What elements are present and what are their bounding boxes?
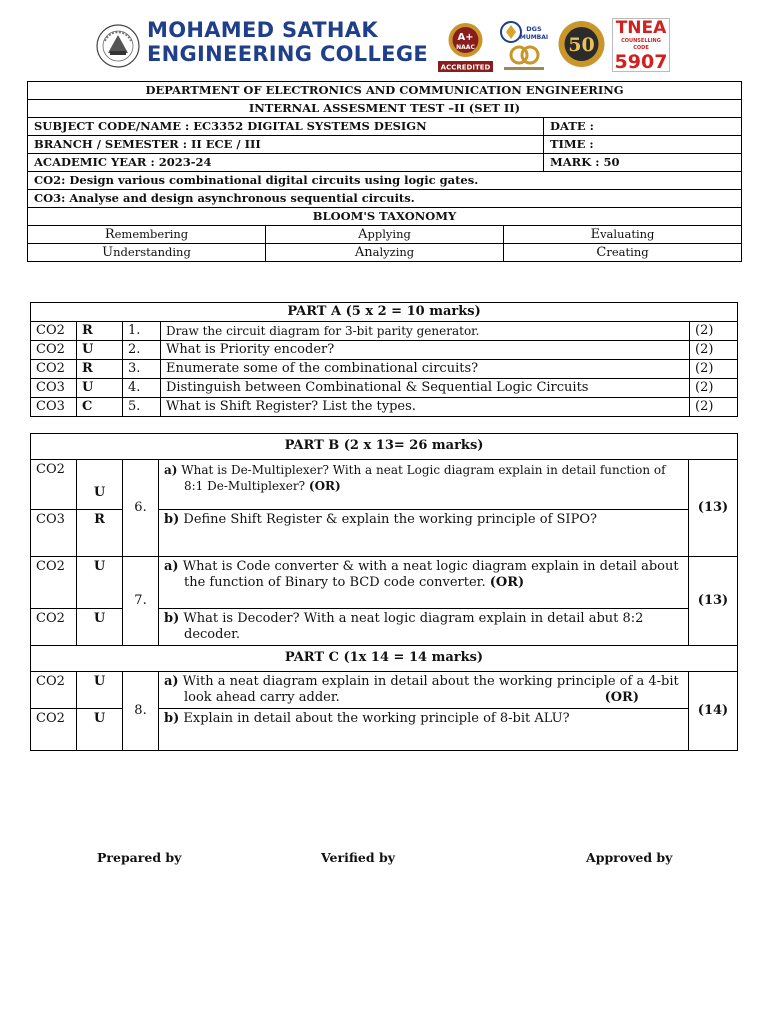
table-row: [31, 557, 738, 609]
taxonomy-understanding: Understanding: [28, 244, 266, 262]
course-outcome: CO3: [31, 510, 77, 557]
question-text: Draw the circuit diagram for 3-bit parity generator.: [161, 322, 690, 341]
course-outcome-co3: CO3: Analyse and design asynchronous sequential circuits.: [28, 190, 742, 208]
college-header: [95, 16, 670, 72]
course-outcome: CO2: [31, 460, 77, 510]
part-b-title: PART B (2 x 13= 26 marks): [31, 434, 738, 460]
blooms-level: R: [77, 510, 123, 557]
test-title: INTERNAL ASSESMENT TEST –II (SET II): [28, 100, 742, 118]
blooms-taxonomy-title: BLOOM'S TAXONOMY: [28, 208, 742, 226]
dgs-city: MUMBAI: [519, 34, 549, 41]
mark-field: MARK : 50: [544, 154, 742, 172]
tnea-code: 5907: [614, 51, 668, 73]
table-row: [31, 672, 738, 709]
course-outcome: CO2: [31, 341, 77, 360]
question-text: Distinguish between Combinational & Sequential Logic Circuits: [161, 379, 690, 398]
college-emblem-icon: [95, 23, 141, 69]
question-text: a) What is Code converter & with a neat logic diagram explain in detail about the function of Binary to BCD code converter. (OR): [159, 557, 689, 609]
verified-by-label: Verified by: [321, 850, 395, 865]
part-a-title: PART A (5 x 2 = 10 marks): [31, 303, 738, 322]
blooms-level: U: [77, 379, 123, 398]
question-marks: (14): [689, 672, 738, 751]
table-row: [31, 360, 738, 379]
question-text: a) With a neat diagram explain in detail about the working principle of a 4-bit look ahead carry adder. (OR): [159, 672, 689, 709]
subject-field: SUBJECT CODE/NAME : EC3352 DIGITAL SYSTEMS DESIGN: [28, 118, 544, 136]
naac-accredited-badge: [437, 18, 494, 72]
naac-accredited-text: ACCREDITED: [440, 63, 491, 72]
time-field: TIME :: [544, 136, 742, 154]
table-row: [31, 341, 738, 360]
date-field: DATE :: [544, 118, 742, 136]
dgs-label: DGS: [526, 25, 542, 33]
taxonomy-remembering: Remembering: [28, 226, 266, 244]
course-outcome: CO2: [31, 322, 77, 341]
blooms-level: U: [77, 609, 123, 646]
question-number: 8.: [123, 672, 159, 751]
naac-label: NAAC: [456, 44, 475, 51]
course-outcome-co2: CO2: Design various combinational digital circuits using logic gates.: [28, 172, 742, 190]
question-number: 4.: [123, 379, 161, 398]
part-b-c-table: [30, 433, 738, 751]
dgs-mumbai-badge: [498, 18, 550, 72]
course-outcome: CO2: [31, 609, 77, 646]
question-marks: (2): [690, 322, 738, 341]
course-outcome: CO2: [31, 360, 77, 379]
academic-year-field: ACADEMIC YEAR : 2023-24: [28, 154, 544, 172]
question-text: b) What is Decoder? With a neat logic diagram explain in detail abut 8:2 decoder.: [159, 609, 689, 646]
blooms-level: U: [77, 557, 123, 609]
question-marks: (2): [690, 379, 738, 398]
question-number: 7.: [123, 557, 159, 646]
question-number: 3.: [123, 360, 161, 379]
taxonomy-evaluating: Evaluating: [504, 226, 742, 244]
prepared-by-label: Prepared by: [97, 850, 182, 865]
question-text: Enumerate some of the combinational circuits?: [161, 360, 690, 379]
branch-field: BRANCH / SEMESTER : II ECE / III: [28, 136, 544, 154]
question-marks: (2): [690, 341, 738, 360]
part-c-title: PART C (1x 14 = 14 marks): [31, 646, 738, 672]
question-marks: (13): [689, 557, 738, 646]
part-a-table: [30, 302, 738, 417]
course-outcome: CO2: [31, 557, 77, 609]
question-marks: (2): [690, 398, 738, 417]
blooms-level: U: [77, 709, 123, 751]
blooms-level: C: [77, 398, 123, 417]
blooms-level: U: [77, 672, 123, 709]
tnea-counselling-badge: [612, 18, 670, 72]
question-text: b) Define Shift Register & explain the working principle of SIPO?: [159, 510, 689, 557]
college-name-line2: ENGINEERING COLLEGE: [147, 42, 428, 66]
blooms-level: U: [77, 341, 123, 360]
course-outcome: CO2: [31, 709, 77, 751]
golden-jubilee-badge: [555, 18, 608, 72]
tnea-subtitle: COUNSELLING CODE: [621, 38, 661, 51]
blooms-level: R: [77, 322, 123, 341]
taxonomy-applying: Applying: [266, 226, 504, 244]
question-text: b) Explain in detail about the working principle of 8-bit ALU?: [159, 709, 689, 751]
naac-grade: A+: [457, 32, 474, 43]
question-text: What is Shift Register? List the types.: [161, 398, 690, 417]
table-row: [31, 460, 738, 510]
question-number: 5.: [123, 398, 161, 417]
question-text: a) What is De-Multiplexer? With a neat Logic diagram explain in detail function of 8:1 De-Multiplexer? (OR): [159, 460, 689, 510]
table-row: [31, 322, 738, 341]
exam-info-table: [27, 81, 742, 262]
blooms-level: R: [77, 360, 123, 379]
table-row: [31, 379, 738, 398]
jubilee-number: 50: [568, 34, 595, 56]
taxonomy-creating: Creating: [504, 244, 742, 262]
department-title: DEPARTMENT OF ELECTRONICS AND COMMUNICATION ENGINEERING: [28, 82, 742, 100]
course-outcome: CO2: [31, 672, 77, 709]
college-name-line1: MOHAMED SATHAK: [147, 18, 378, 42]
taxonomy-analyzing: Analyzing: [266, 244, 504, 262]
approved-by-label: Approved by: [586, 850, 673, 865]
question-marks: (2): [690, 360, 738, 379]
table-row: [31, 398, 738, 417]
question-number: 1.: [123, 322, 161, 341]
question-text: What is Priority encoder?: [161, 341, 690, 360]
course-outcome: CO3: [31, 379, 77, 398]
question-marks: (13): [689, 460, 738, 557]
tnea-title: TNEA: [615, 18, 667, 38]
question-number: 2.: [123, 341, 161, 360]
college-name: [147, 18, 428, 66]
question-number: 6.: [123, 460, 159, 557]
course-outcome: CO3: [31, 398, 77, 417]
blooms-level: U: [77, 460, 123, 510]
